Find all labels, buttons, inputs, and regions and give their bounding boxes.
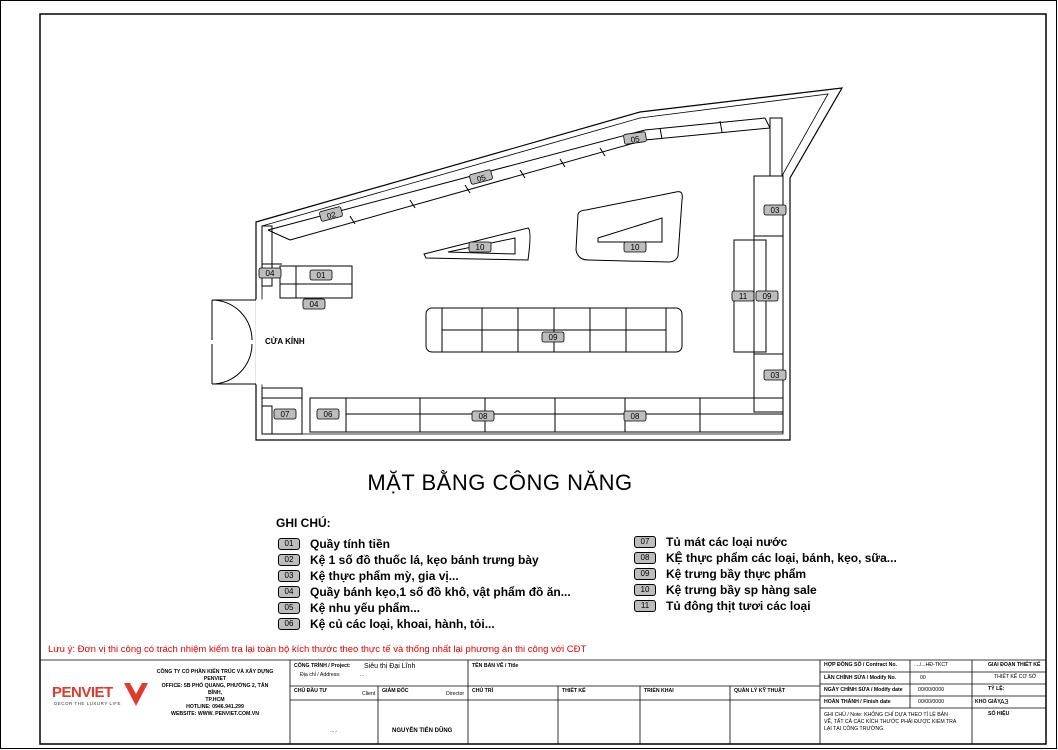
legend-code: 09 bbox=[634, 568, 656, 580]
company-info bbox=[140, 669, 290, 718]
legend-right bbox=[634, 534, 897, 614]
svg-text:01: 01 bbox=[316, 271, 326, 280]
plan-label bbox=[469, 169, 493, 184]
paper-value: A3 bbox=[1000, 699, 1009, 706]
project-value: Siêu thị Đại Lĩnh bbox=[364, 663, 416, 670]
legend-text: Kệ thực phẩm mỳ, gia vị... bbox=[310, 569, 459, 583]
svg-text:09: 09 bbox=[762, 292, 772, 301]
plan-label bbox=[310, 270, 332, 280]
finish-value: 00/00/0000 bbox=[918, 699, 944, 705]
plan-label bbox=[623, 132, 646, 145]
legend-text: Kệ 1 số đồ thuốc lá, kẹo bánh trưng bày bbox=[310, 553, 539, 567]
company-line: WEBSITE: WWW. PENVIET.COM.VN bbox=[171, 711, 259, 718]
svg-text:03: 03 bbox=[770, 371, 780, 380]
legend-code: 04 bbox=[278, 586, 300, 598]
sheet-outline bbox=[1, 1, 1057, 749]
legend-item bbox=[278, 552, 571, 568]
design-label: THIẾT KẾ bbox=[562, 688, 586, 694]
client-name: ..... bbox=[330, 728, 338, 734]
legend-code: 08 bbox=[634, 552, 656, 564]
scale-label: TỶ LỆ: bbox=[988, 686, 1005, 692]
legend-code: 07 bbox=[634, 536, 656, 548]
address-label: Địa chỉ / Address: bbox=[300, 672, 341, 678]
svg-text:04: 04 bbox=[309, 300, 319, 309]
svg-text:07: 07 bbox=[280, 410, 290, 419]
plan-label bbox=[764, 370, 786, 380]
note-line: VẼ, TẤT CẢ CÁC KÍCH THƯỚC PHẢI ĐƯỢC KIỂM TRA bbox=[824, 719, 957, 725]
finish-label: HOÀN THÀNH / Finish date bbox=[824, 699, 891, 705]
svg-text:10: 10 bbox=[475, 243, 485, 252]
legend-code: 03 bbox=[278, 570, 300, 582]
company-line: HOTLINE: 0946.941.299 bbox=[186, 704, 244, 711]
legend-item bbox=[634, 566, 897, 582]
paper-label: KHỔ GIẤY bbox=[975, 699, 1001, 705]
frame-border bbox=[40, 14, 1046, 744]
legend-text: Tủ đông thịt tươi các loại bbox=[666, 599, 811, 613]
notes-title: GHI CHÚ: bbox=[276, 516, 331, 530]
plan-label bbox=[756, 291, 778, 301]
director-label: GIÁM ĐỐC bbox=[382, 688, 409, 694]
svg-text:02: 02 bbox=[325, 209, 337, 221]
legend-item bbox=[278, 568, 571, 584]
contract-label: HỢP ĐỒNG SỐ / Contract No. bbox=[824, 662, 897, 668]
svg-text:05: 05 bbox=[630, 134, 641, 145]
company-line: CÔNG TY CỔ PHẦN KIẾN TRÚC VÀ XÂY DỰNG bbox=[156, 669, 274, 675]
door-label: CỬA KÍNH bbox=[265, 337, 305, 346]
svg-text:08: 08 bbox=[630, 412, 640, 421]
legend-text: KỆ thực phẩm các loại, bánh, kẹo, sữa... bbox=[666, 551, 897, 565]
legend-text: Kệ nhu yếu phẩm... bbox=[310, 601, 421, 615]
legend-text: Kệ trưng bầy sp hàng sale bbox=[666, 583, 817, 597]
legend-code: 01 bbox=[278, 538, 300, 550]
note-line: GHI CHÚ / Note: KHÔNG CHỈ DỰA THEO TỈ LỆ BẢN bbox=[824, 712, 948, 718]
develop-label: TRIỂN KHAI bbox=[644, 688, 674, 694]
svg-text:11: 11 bbox=[738, 292, 748, 301]
company-line: OFFICE: 5B PHÓ QUANG, PHƯỜNG 2, TÂN bbox=[161, 683, 269, 690]
svg-text:10: 10 bbox=[630, 243, 640, 252]
legend-item bbox=[278, 584, 571, 600]
plan-label bbox=[274, 409, 296, 419]
legend-text: Quầy tính tiền bbox=[310, 537, 391, 551]
sheet-no-label: SỐ HIỆU bbox=[988, 711, 1010, 717]
client-label: CHỦ ĐẦU TƯ bbox=[294, 688, 327, 694]
company-line: PENVIET bbox=[203, 676, 227, 683]
plan-label bbox=[542, 332, 564, 342]
svg-text:08: 08 bbox=[478, 412, 488, 421]
plan-label bbox=[624, 411, 646, 421]
plan-label bbox=[764, 205, 786, 215]
plan-label bbox=[624, 242, 646, 252]
legend-text: Quầy bánh kẹo,1 số đồ khô, vật phẩm đồ ăn... bbox=[310, 585, 571, 599]
legend-code: 02 bbox=[278, 554, 300, 566]
company-line: TP.HCM bbox=[205, 697, 225, 704]
legend-left bbox=[278, 536, 571, 632]
company-logo: PENVIET bbox=[52, 684, 113, 701]
legend-text: Kệ trưng bầy thực phẩm bbox=[666, 567, 807, 581]
logo-tagline: DECOR THE LUXURY LIFE bbox=[54, 701, 122, 706]
phase-label: GIAI ĐOẠN THIẾT KẾ bbox=[988, 662, 1041, 668]
modify-no-label: LẦN CHỈNH SỬA / Modify No. bbox=[824, 675, 897, 681]
legend-code: 11 bbox=[634, 600, 656, 612]
legend-item bbox=[278, 536, 571, 552]
lead-label: CHỦ TRÌ bbox=[472, 688, 494, 694]
modify-date-label: NGÀY CHỈNH SỬA / Modify date bbox=[824, 687, 903, 693]
legend-code: 10 bbox=[634, 584, 656, 596]
contract-value: ..../...HĐ-TKCT bbox=[914, 662, 949, 668]
legend-item bbox=[634, 582, 897, 598]
plan-label bbox=[732, 291, 754, 301]
director-sub: Director bbox=[446, 691, 465, 697]
drawing-title: MẶT BẰNG CÔNG NĂNG bbox=[367, 470, 633, 495]
legend-item bbox=[634, 534, 897, 550]
project-label: CÔNG TRÌNH / Project: bbox=[294, 663, 351, 669]
legend-item bbox=[278, 616, 571, 632]
legend-text: Kệ củ các loại, khoai, hành, tỏi... bbox=[310, 617, 495, 631]
floor-plan bbox=[212, 88, 842, 440]
client-sub: Client bbox=[362, 691, 376, 697]
plan-label bbox=[472, 411, 494, 421]
warning-note: Lưu ý: Đơn vị thi công có trách nhiệm kiểm tra lại toàn bộ kích thước theo thực tế và thống nhất lại phương án thi công với CĐT bbox=[48, 644, 587, 655]
svg-text:03: 03 bbox=[770, 206, 780, 215]
director-name: NGUYỄN TIẾN DŨNG bbox=[392, 728, 453, 734]
plan-label bbox=[259, 268, 281, 278]
note-line: LẠI TẠI CÔNG TRƯỜNG. bbox=[824, 726, 885, 732]
modify-date-value: 00/00/0000 bbox=[918, 687, 944, 693]
legend-item bbox=[634, 550, 897, 566]
legend-item bbox=[278, 600, 571, 616]
plan-label bbox=[469, 242, 491, 252]
plan-label bbox=[317, 409, 339, 419]
legend-code: 06 bbox=[278, 618, 300, 630]
legend-item bbox=[634, 598, 897, 614]
svg-text:04: 04 bbox=[265, 269, 275, 278]
svg-text:06: 06 bbox=[323, 410, 333, 419]
svg-text:09: 09 bbox=[548, 333, 558, 342]
legend-text: Tủ mát các loại nước bbox=[666, 535, 788, 549]
svg-text:05: 05 bbox=[475, 172, 487, 184]
qa-label: QUẢN LÝ KỸ THUẬT bbox=[734, 688, 786, 694]
modify-no-value: 00 bbox=[920, 675, 926, 681]
address-value: ... bbox=[360, 672, 365, 678]
plan-label bbox=[303, 299, 325, 309]
drawing-name-label: TÊN BẢN VẼ / Title bbox=[472, 663, 519, 669]
legend-code: 05 bbox=[278, 602, 300, 614]
phase-value: THIẾT KẾ CƠ SỞ bbox=[994, 674, 1037, 680]
company-line: BÌNH, bbox=[207, 690, 223, 697]
